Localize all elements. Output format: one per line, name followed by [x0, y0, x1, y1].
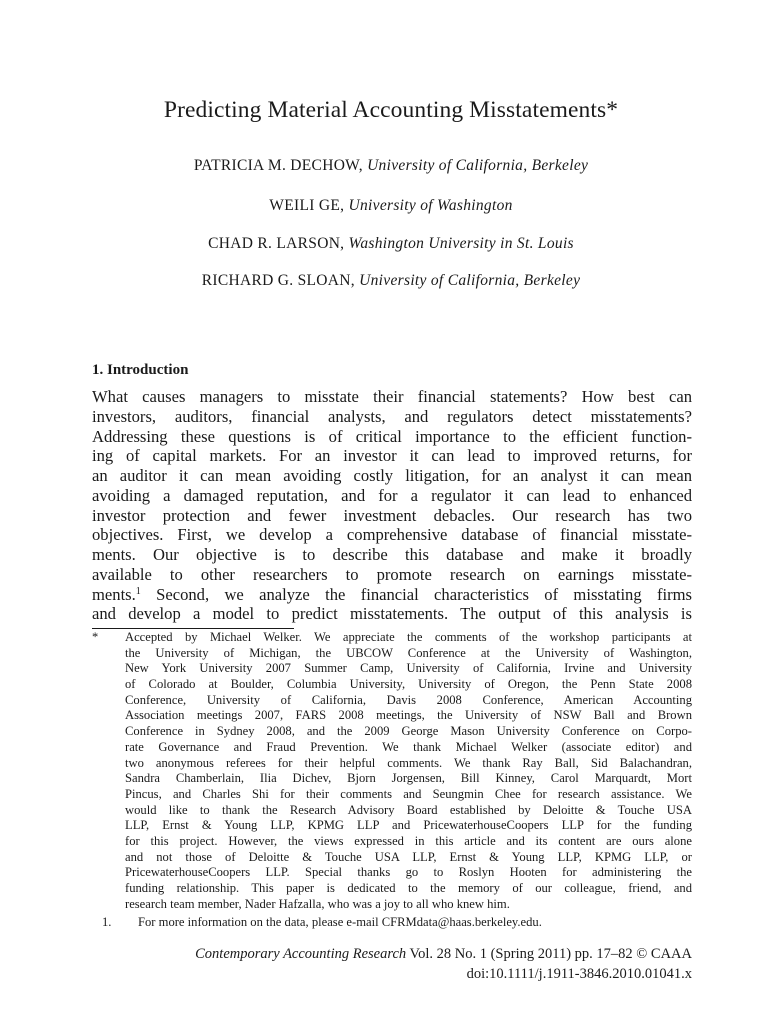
journal-issue: Vol. 28 No. 1 (Spring 2011) pp. 17–82 © CAAA [406, 946, 692, 962]
author-line-2 [0, 197, 768, 215]
footnote-1 [102, 915, 542, 931]
journal-name: Contemporary Accounting Research [195, 946, 407, 962]
body-line: objectives. First, we develop a comprehensive database of financial misstate- [92, 525, 692, 545]
footnote-line: research team member, Nader Hafzalla, who was a joy to all who knew him. [125, 896, 510, 911]
footnote-line: rate Governance and Fraud Prevention. We thank Michael Welker (associate editor) and [125, 739, 692, 754]
body-line-with-footnote-ref [92, 585, 692, 605]
author-name: WEILI GE, [269, 197, 345, 214]
footnote-line: Association meetings 2007, FARS 2008 meetings, the University of NSW Ball and Brown [125, 708, 692, 723]
body-line: available to other researchers to promote research on earnings misstate- [92, 564, 692, 584]
author-line-4 [0, 272, 768, 290]
footnote-1-text: For more information on the data, please e-mail CFRMdata@haas.berkeley.edu. [138, 915, 542, 929]
author-affiliation: University of Washington [348, 197, 513, 214]
author-name: PATRICIA M. DECHOW, [193, 157, 363, 174]
footnote-line: LLP, Ernst & Young LLP, KPMG LLP and PricewaterhouseCoopers LLP for the funding [125, 818, 692, 833]
footnote-line: for this project. However, the views expressed in this article and its content are ours alone [125, 833, 692, 848]
journal-info-line [92, 944, 692, 964]
footnote-line: Conference, University of California, Davis 2008 Conference, American Accounting [125, 692, 692, 707]
footnote-line: of Colorado at Boulder, Columbia University, University of Oregon, the Penn State 2008 [125, 677, 692, 692]
footnote-line: PricewaterhouseCoopers LLP. Special thanks go to Roslyn Hooten for administering the [125, 865, 692, 880]
section-heading-introduction: 1. Introduction [92, 362, 189, 378]
footnote-line: and not those of Deloitte & Touche USA LLP, Ernst & Young LLP, KPMG LLP, or [125, 849, 692, 864]
footnote-line: funding relationship. This paper is dedicated to the memory of our colleague, friend, and [125, 881, 692, 895]
body-line: What causes managers to misstate their financial statements? How best can [92, 387, 692, 406]
author-affiliation: University of California, Berkeley [367, 157, 589, 174]
footnote-star-text [125, 630, 692, 912]
body-line: ing of capital markets. For an investor it can lead to improved returns, for [92, 446, 692, 466]
footnote-line: two anonymous referees for their helpful comments. We thank Ray Ball, Sid Balachandran, [125, 755, 692, 770]
author-name: RICHARD G. SLOAN, [201, 272, 355, 289]
footnote-line: Accepted by Michael Welker. We appreciate the comments of the workshop participants at [125, 630, 692, 644]
footnote-line: Pincus, and Charles Shi for their comments and Seungmin Chee for research assistance. We [125, 786, 692, 801]
footnote-line: would like to thank the Research Advisory Board established by Deloitte & Touche USA [125, 802, 692, 817]
author-line-1 [0, 157, 768, 175]
body-text: ments. [92, 584, 136, 604]
body-line: and develop a model to predict misstatements. The output of this analysis is [92, 604, 692, 624]
body-line: avoiding a damaged reputation, and for a regulator it can lead to enhanced [92, 485, 692, 505]
body-line: ments. Our objective is to describe this database and make it broadly [92, 545, 692, 564]
body-line: an auditor it can mean avoiding costly litigation, for an analyst it can mean [92, 466, 692, 485]
footnote-line: New York University 2007 Summer Camp, University of California, Irvine and University [125, 661, 692, 676]
body-text: Second, we analyze the financial characteristics of misstating firms [140, 584, 692, 604]
footnote-star-mark: * [92, 630, 99, 644]
journal-doi: doi:10.1111/j.1911-3846.2010.01041.x [466, 966, 692, 982]
footnote-divider [92, 628, 294, 629]
journal-citation [92, 944, 692, 984]
footnote-line: the University of Michigan, the UBCOW Conference at the University of Washington, [125, 645, 692, 660]
footnote-line: Conference in Sydney 2008, and the 2009 George Mason University Conference on Corpo- [125, 724, 692, 739]
paper-title: Predicting Material Accounting Misstatements* [163, 97, 619, 123]
footnote-ref-1: 1 [135, 585, 141, 597]
introduction-body [92, 387, 692, 624]
author-affiliation: Washington University in St. Louis [348, 235, 574, 252]
author-name: CHAD R. LARSON, [208, 235, 345, 252]
footnote-1-number: 1. [102, 915, 112, 929]
footnote-line: Sandra Chamberlain, Ilia Dichev, Bjorn Jorgensen, Bill Kinney, Carol Marquardt, Mort [125, 771, 692, 786]
author-affiliation: University of California, Berkeley [359, 272, 581, 289]
body-line: investor protection and fewer investment debacles. Our research has two [92, 505, 692, 525]
body-line: Addressing these questions is of critical importance to the efficient function- [92, 426, 692, 446]
body-line: investors, auditors, financial analysts, and regulators detect misstatements? [92, 406, 692, 426]
author-line-3 [0, 235, 768, 253]
